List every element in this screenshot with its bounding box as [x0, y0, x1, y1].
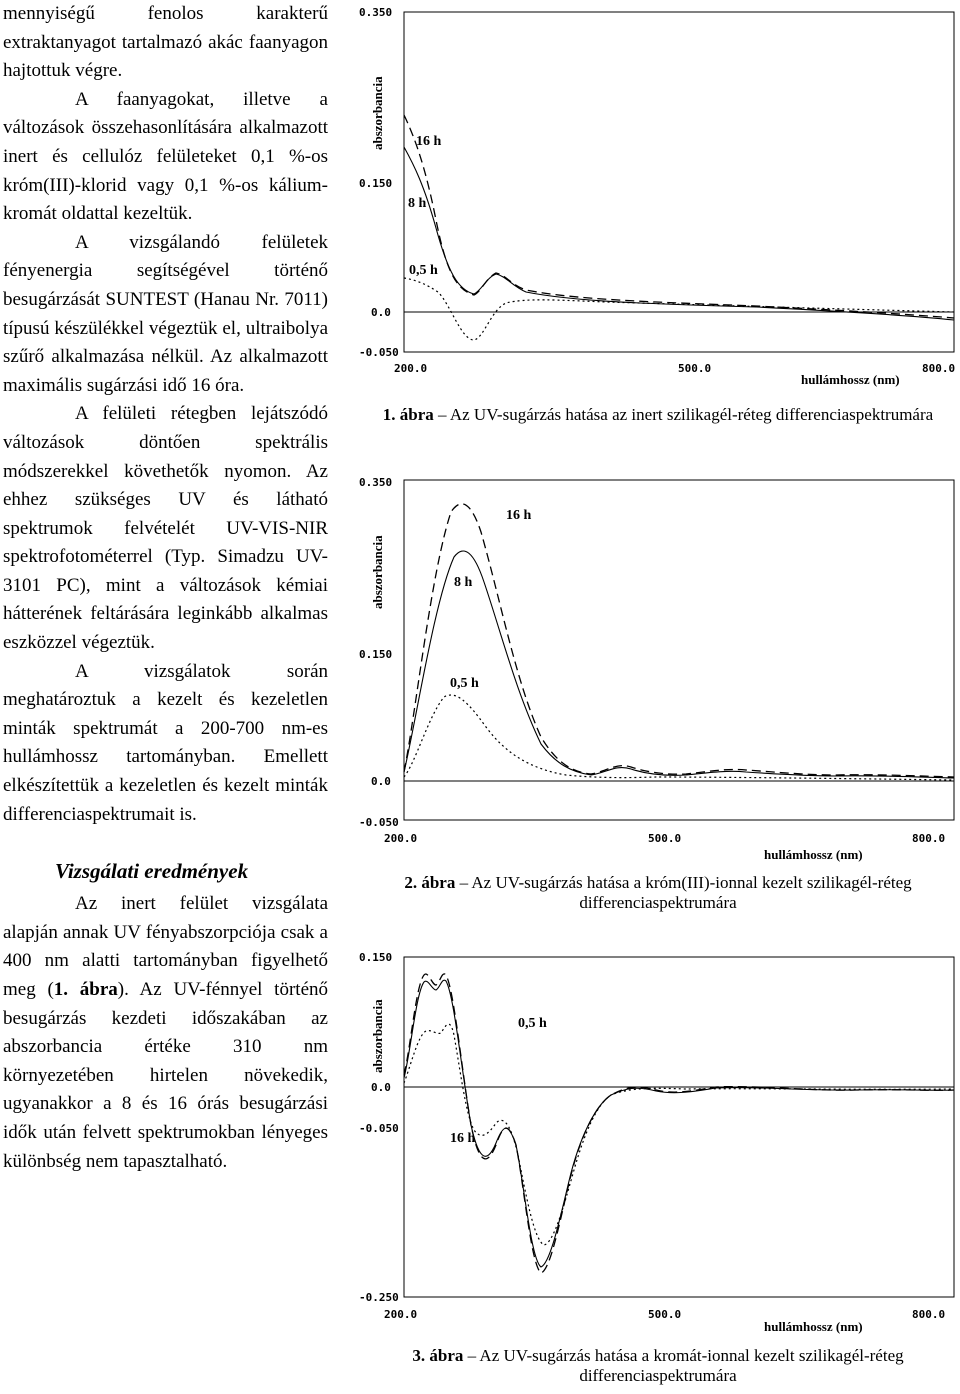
curve-label: 0,5 h: [409, 263, 438, 278]
x-tick-label: 200.0: [384, 1308, 418, 1321]
x-tick-label: 800.0: [912, 832, 946, 845]
y-tick-label: 0.150: [359, 648, 393, 661]
curve-label: 8 h: [454, 575, 473, 590]
curve-8h: [404, 980, 954, 1267]
x-tick-label: 500.0: [678, 362, 712, 375]
caption-dash: –: [463, 1346, 480, 1365]
y-axis-label: abszorbancia: [370, 76, 385, 150]
curve-05h: [404, 1024, 954, 1245]
curve-label: 0,5 h: [450, 676, 479, 691]
x-tick-label: 500.0: [648, 832, 682, 845]
caption-number: 2. ábra: [404, 873, 456, 892]
y-tick-label: -0.050: [359, 346, 399, 359]
caption-number: 1. ábra: [382, 405, 434, 424]
y-tick-label: 0.0: [371, 1081, 391, 1094]
paragraph-6-part-b: ). Az UV-fénnyel történő besugárzás kezdeti időszakában az abszorbancia értéke 310 nm környezetében hirtelen növekedik, ugyanakkor a 8 és 16 órás besugárzási idők után felvett spektrumokban lényeges különbség nem tapasztalható.: [3, 979, 329, 1172]
curve-label: 16 h: [450, 1131, 476, 1146]
figure-reference: 1. ábra: [53, 979, 118, 1000]
caption-text: Az UV-sugárzás hatása az inert szilikagél-réteg differenciaspektrumára: [449, 405, 934, 424]
figure-3-chart: [356, 945, 960, 1345]
curve-8h: [404, 147, 954, 320]
paragraph-2: A faanyagokat, illetve a változások összehasonlítására alkalmazott inert és cellulóz felületeket 0,1 %-os króm(III)-klorid vagy 0,1 %-os kálium-kromát oldattal kezeltük.: [3, 88, 328, 225]
paragraph-1: mennyiségű fenolos karakterű extraktanyagot tartalmazó akác faanyagon hajtottuk végre.: [3, 3, 328, 82]
caption-number: 3. ábra: [412, 1346, 464, 1365]
y-tick-label: -0.250: [359, 1291, 399, 1304]
curve-label: 8 h: [408, 196, 427, 211]
y-tick-label: 0.350: [359, 476, 393, 489]
y-tick-label: -0.050: [359, 1122, 399, 1135]
figure-2-caption: [356, 873, 960, 913]
left-text-column: [3, 0, 328, 1176]
figure-2: [356, 472, 960, 913]
curve-label: 16 h: [416, 134, 442, 149]
curve-16h: [404, 974, 954, 1273]
paragraph-3: A vizsgálandó felületek fényenergia segítségével történő besugárzását SUNTEST (Hanau Nr. 7011) típusú készülékkel végeztük el, ultraibolya szűrő alkalmazása nélkül. Az alkalmazott maximális sugárzási idő 16 óra.: [3, 231, 328, 396]
paragraph-6-part-a: Az inert felület vizsgálata alapján annak UV fényabszorpciója csak a 400 nm alatti tartományban figyelhető meg (: [3, 893, 328, 1000]
paragraph-5: A vizsgálatok során meghatároztuk a kezelt és kezeletlen minták spektrumát a 200-700 nm-es hullámhossz tartományban. Emellett elkészítettük a kezeletlen és kezelt minták differenciaspektrumait is.: [3, 660, 328, 825]
y-tick-label: 0.150: [359, 951, 393, 964]
curve-05h: [404, 695, 954, 780]
curve-label: 0,5 h: [518, 1016, 547, 1031]
paragraph-6: [3, 890, 328, 1176]
y-tick-label: -0.050: [359, 816, 399, 829]
x-tick-label: 800.0: [912, 1308, 946, 1321]
curve-label: 16 h: [506, 508, 532, 523]
curve-16h: [404, 115, 954, 318]
curve-8h: [404, 551, 954, 778]
x-tick-label: 200.0: [394, 362, 428, 375]
x-tick-label: 800.0: [922, 362, 956, 375]
x-axis-label: hullámhossz (nm): [764, 1319, 863, 1334]
y-tick-label: 0.350: [359, 6, 393, 19]
figure-2-chart: [356, 472, 960, 872]
y-axis-label: abszorbancia: [370, 535, 385, 609]
x-tick-label: 500.0: [648, 1308, 682, 1321]
figure-1-chart: [356, 0, 960, 405]
paragraph-4: A felületi rétegben lejátszódó változások döntően spektrális módszerekkel követhetők nyomon. Az ehhez szükséges UV és látható spektrumok felvételét UV-VIS-NIR spektrofotométerrel (Typ. Simadzu UV-3101 PC), mint a változások kémiai hátterének feltárására leginkább alkalmas eszközzel végeztük.: [3, 403, 328, 654]
figure-3: [356, 945, 960, 1386]
caption-dash: –: [455, 873, 472, 892]
x-axis-label: hullámhossz (nm): [801, 372, 900, 387]
x-tick-label: 200.0: [384, 832, 418, 845]
curve-16h: [404, 504, 954, 777]
curve-05h: [404, 278, 954, 340]
y-tick-label: 0.150: [359, 177, 393, 190]
y-tick-label: 0.0: [371, 775, 391, 788]
y-axis-label: abszorbancia: [370, 999, 385, 1073]
figure-1: [356, 0, 960, 425]
caption-dash: –: [433, 405, 450, 424]
x-axis-label: hullámhossz (nm): [764, 847, 863, 862]
section-heading: Vizsgálati eredmények: [55, 859, 249, 884]
y-tick-label: 0.0: [371, 306, 391, 319]
figure-1-caption: [356, 405, 960, 425]
figure-3-caption: [356, 1346, 960, 1386]
caption-text: Az UV-sugárzás hatása a kromát-ionnal kezelt szilikagél-réteg differenciaspektrumára: [479, 1346, 904, 1385]
caption-text: Az UV-sugárzás hatása a króm(III)-ionnal kezelt szilikagél-réteg differenciaspektrumára: [471, 873, 912, 912]
